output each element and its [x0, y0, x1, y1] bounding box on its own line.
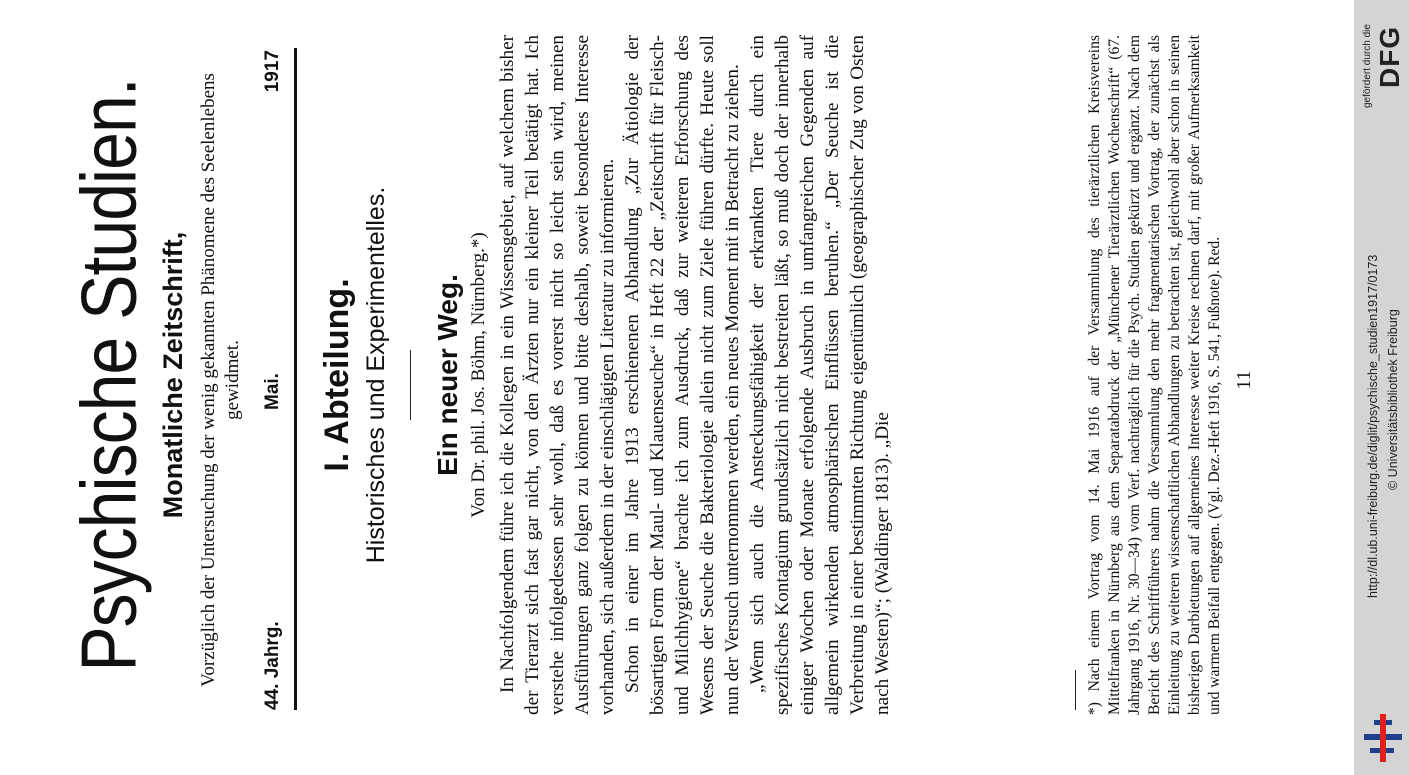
section-title: I. Abteilung.	[318, 278, 356, 472]
dfg-logo: DFG	[1374, 25, 1405, 88]
article-title: Ein neuer Weg.	[432, 274, 463, 476]
article-paragraph: Schon in einer im Jahre 1913 erschienenen Abhandlung „Zur Ätiologie der bösartigen Form der Maul- und Klauenseuche“ in Heft 22 der „Zeitschrift für Fleisch- und Milchhygiene“ brachte ich zum Ausdruck, daß zur weiteren Erforschung des Wesens der Seuche die Bakteriologie allein nicht zum Ziele führen dürfte. Heute soll nun der Versuch unternommen werden, ein neues Moment mit in Betracht zu ziehen.	[622, 35, 743, 715]
article-byline: Von Dr. phil. Jos. Böhm, Nürnberg.*)	[468, 232, 489, 518]
header-rule	[294, 48, 297, 710]
section-divider	[410, 350, 411, 420]
footnote: *) Nach einem Vortrag vom 14. Mai 1916 auf der Versammlung des tierärztlichen Kreisvereins Mittelfranken in Nürnberg aus dem Separatabdruck der „Münchener Tierärztlichen Wochenschrift“ (67. Jahrgang 1916, Nr. 30—34) vom Verf. nachträglich für die Psych. Studien gekürzt und ergänzt. Nach dem Bericht des Schriftführers nahm die Versammlung den mehr fragmentarischen Vortrag, der zunächst als Einleitung zu weiteren wissenschaftlichen Abhandlungen zu betrachten ist, gleichwohl aber schon in seinen bisherigen Darbietungen auf allgemeines Interesse weiter Kreise rechnen darf, mit großer Aufmerksamkeit und warmem Beifall entgegen. (Vgl. Dez.-Heft 1916, S. 541, Fußnote). Red.	[1086, 35, 1223, 715]
journal-title: Psychische Studien.	[65, 78, 153, 672]
footnote-rule	[1075, 670, 1076, 710]
section-subtitle: Historisches und Experimentelles.	[362, 186, 390, 564]
university-library-logo-icon	[1360, 712, 1406, 764]
article-body	[495, 35, 895, 715]
issue-line	[262, 50, 286, 710]
journal-description: Vorzüglich der Untersuchung der wenig gekannten Phänomene des Seelenlebens gewidmet.	[198, 73, 243, 687]
article-paragraph: In Nachfolgendem führe ich die Kollegen in ein Wissensgebiet, auf welchem bisher der Tierarzt sich fast gar nicht, von den Ärzten nur ein kleiner Teil betätigt hat. Ich verstehe infolgedessen sehr wohl, daß es vorerst nicht so leicht sein wird, meinen Ausführungen ganz folgen zu können und bitte deshalb, soweit besonderes Interesse vorhanden, sich außerdem in der einschlägigen Literatur zu informieren.	[497, 35, 618, 715]
journal-subtitle: Monatliche Zeitschrift,	[158, 231, 188, 519]
article-paragraph: „Wenn sich auch die Ansteckungsfähigkeit der erkrankten Tiere durch ein spezifisches Kontagium grundsätzlich nicht bestreiten läßt, so muß doch der innerhalb einiger Wochen oder Monate erfolgende Ausbruch in umfangreichen Gegenden auf allgemein wirkenden atmosphärischen Einflüssen beruhen.“ „Der Seuche ist die Verbreitung in einer bestimmten Richtung eigentümlich (geographischer Zug von Osten nach Westen)“; (Waldinger 1813). „Die	[747, 35, 893, 715]
issue-year: 1917	[262, 50, 283, 93]
viewer-sidebar	[1354, 0, 1409, 775]
issue-volume: 44. Jahrg.	[262, 621, 283, 710]
page-number: 11	[1233, 370, 1255, 390]
funding-label: gefördert durch die	[1362, 24, 1373, 108]
permalink-url[interactable]: http://dl.ub.uni-freiburg.de/diglit/psychische_studien1917/0173	[1366, 254, 1380, 598]
issue-month: Mai.	[262, 373, 283, 410]
copyright-notice: © Universitätsbibliothek Freiburg	[1386, 309, 1400, 490]
